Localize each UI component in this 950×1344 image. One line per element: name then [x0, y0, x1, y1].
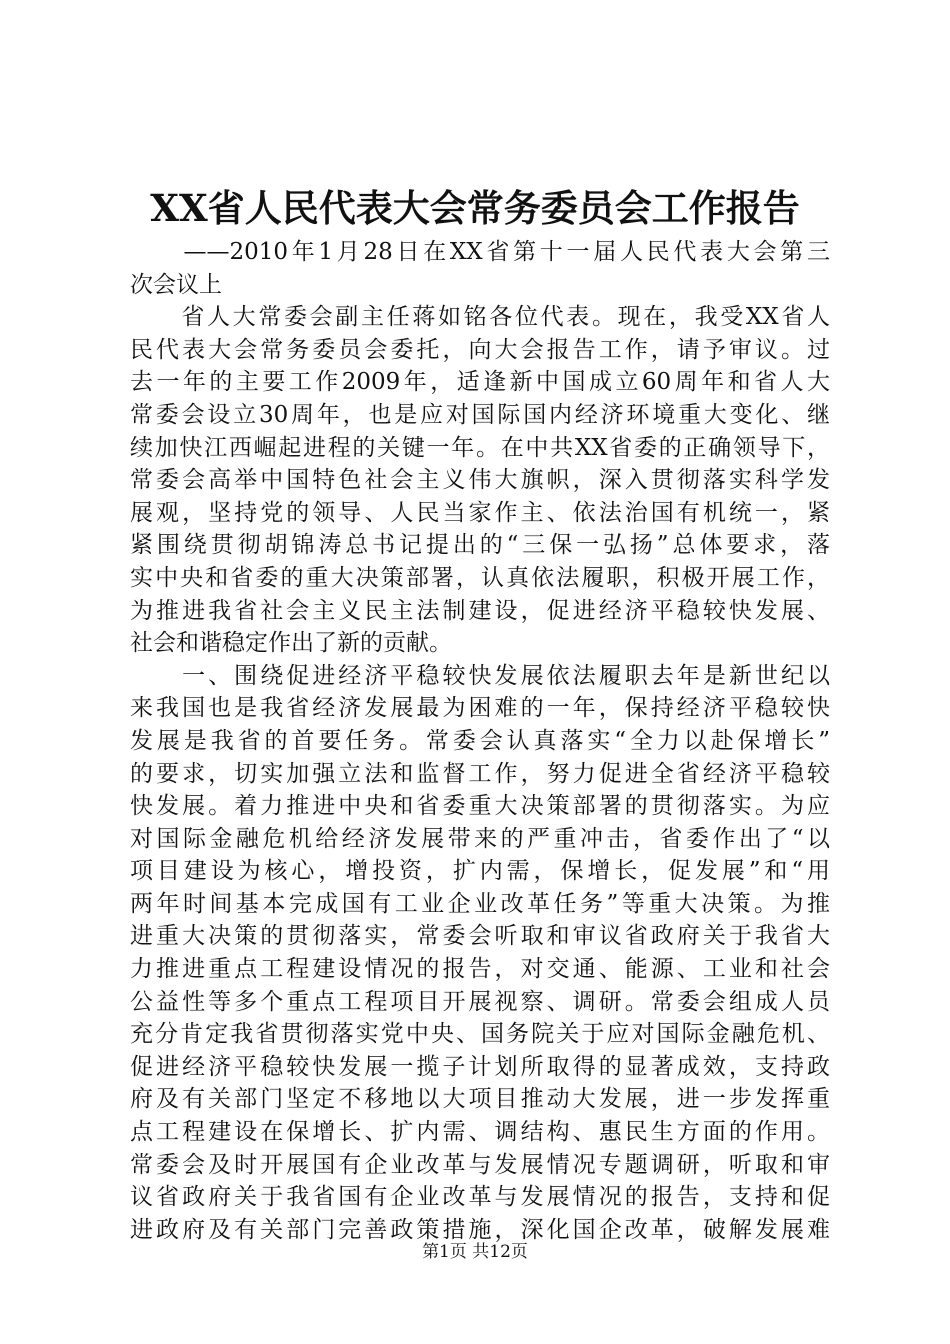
document-body	[130, 236, 830, 1246]
body-line: 的要求，切实加强立法和监督工作，努力促进全省经济平稳较	[130, 760, 830, 787]
body-line: 项目建设为核心，增投资，扩内需，保增长，促发展”和“用	[130, 858, 830, 885]
page-footer: 第1页 共12页	[422, 1242, 528, 1262]
document-title: XX省人民代表大会常务委员会工作报告	[150, 186, 800, 230]
body-line: 去一年的主要工作2009年，适逢新中国成立60周年和省人大	[130, 369, 830, 396]
body-line: 次会议上	[130, 271, 222, 298]
body-line: 一、围绕促进经济平稳较快发展依法履职去年是新世纪以	[130, 662, 830, 689]
body-line: 快发展。着力推进中央和省委重大决策部署的贯彻落实。为应	[130, 793, 830, 820]
body-line: 常委会设立30周年，也是应对国际国内经济环境重大变化、继	[130, 401, 830, 428]
body-line: ——2010年1月28日在XX省第十一届人民代表大会第三	[130, 239, 830, 265]
body-line: 常委会及时开展国有企业改革与发展情况专题调研，听取和审	[130, 1151, 830, 1178]
body-line: 进重大决策的贯彻落实，常委会听取和审议省政府关于我省大	[130, 923, 830, 950]
body-line: 公益性等多个重点工程项目开展视察、调研。常委会组成人员	[130, 988, 830, 1015]
body-line: 省人大常委会副主任蒋如铭各位代表。现在，我受XX省人	[130, 304, 830, 331]
body-line: 议省政府关于我省国有企业改革与发展情况的报告，支持和促	[130, 1184, 830, 1211]
body-line: 充分肯定我省贯彻落实党中央、国务院关于应对国际金融危机、	[130, 1021, 830, 1048]
body-line: 两年时间基本完成国有工业企业改革任务”等重大决策。为推	[130, 890, 830, 917]
body-line: 点工程建设在保增长、扩内需、调结构、惠民生方面的作用。	[130, 1119, 830, 1146]
body-line: 常委会高举中国特色社会主义伟大旗帜，深入贯彻落实科学发	[130, 467, 830, 494]
body-line: 发展是我省的首要任务。常委会认真落实“全力以赴保增长”	[130, 727, 830, 754]
body-line: 实中央和省委的重大决策部署，认真依法履职，积极开展工作，	[130, 564, 830, 591]
body-line: 来我国也是我省经济发展最为困难的一年，保持经济平稳较快	[130, 695, 830, 722]
body-line: 力推进重点工程建设情况的报告，对交通、能源、工业和社会	[130, 956, 830, 983]
body-line: 对国际金融危机给经济发展带来的严重冲击，省委作出了“以	[130, 825, 830, 852]
body-line: 展观，坚持党的领导、人民当家作主、依法治国有机统一，紧	[130, 499, 830, 526]
body-line: 民代表大会常务委员会委托，向大会报告工作，请予审议。过	[130, 336, 830, 363]
body-line: 府及有关部门坚定不移地以大项目推动大发展，进一步发挥重	[130, 1086, 830, 1113]
body-line: 进政府及有关部门完善政策措施，深化国企改革，破解发展难	[130, 1216, 830, 1243]
body-line: 紧围绕贯彻胡锦涛总书记提出的“三保一弘扬”总体要求，落	[130, 532, 830, 559]
body-line: 社会和谐稳定作出了新的贡献。	[130, 630, 452, 657]
body-line: 为推进我省社会主义民主法制建设，促进经济平稳较快发展、	[130, 597, 830, 624]
body-line: 促进经济平稳较快发展一揽子计划所取得的显著成效，支持政	[130, 1053, 830, 1080]
body-line: 续加快江西崛起进程的关键一年。在中共XX省委的正确领导下，	[130, 434, 830, 461]
